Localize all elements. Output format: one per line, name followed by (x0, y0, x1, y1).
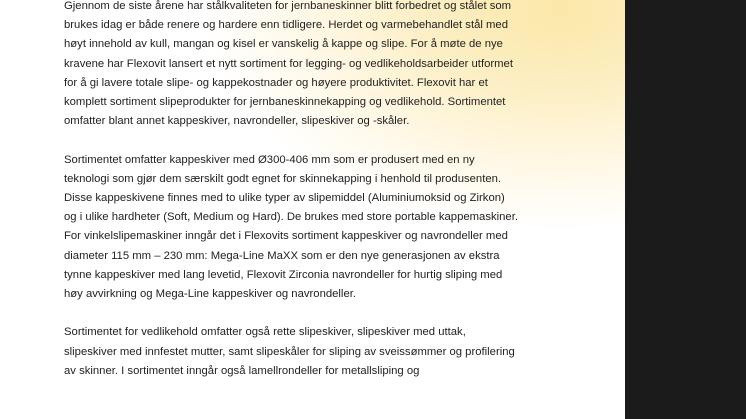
text-line: av skinner. I sortimentet inngår også lamellrondeller for metallsliping og (64, 364, 420, 377)
text-line: høyt innehold av kull, mangan og kisel er vanskelig å kappe og slipe. For å møte de nye (64, 38, 503, 51)
dark-side-panel (625, 0, 746, 419)
text-line: kravene har Flexovit lansert et nytt sortiment for legging- og vedlikeholdsarbeider utformet (64, 57, 513, 70)
text-line: Disse kappeskivene finnes med to ulike typer av slipemiddel (Aluminiumoksid og Zirkon) (64, 192, 505, 205)
text-line: komplett sortiment slipeprodukter for jernbaneskinnekapping og vedlikehold. Sortimentet (64, 96, 506, 109)
text-line: Sortimentet for vedlikehold omfatter også rette slipeskiver, slipeskiver med uttak, (64, 326, 466, 339)
text-line: teknologi som gjør dem særskilt godt egnet for skinnekapping i henhold til produsenten. (64, 172, 502, 185)
text-line: diameter 115 mm – 230 mm: Mega-Line MaXX som er den nye generasjonen av ekstra (64, 249, 500, 262)
text-line: For vinkelslipemaskiner inngår det i Flexovits sortiment kappeskiver og navrondeller med (64, 230, 508, 243)
text-line: tynne kappeskiver med lang levetid, Flexovit Zirconia navrondeller for hurtig sliping med (64, 268, 503, 281)
paragraph-1 (64, 0, 604, 131)
text-line: Gjennom de siste årene har stålkvaliteten for jernbaneskinner blitt forbedret og stålet som (64, 0, 512, 12)
text-line: Sortimentet omfatter kappeskiver med Ø300-406 mm som er produsert med en ny (64, 153, 475, 166)
paragraph-2 (64, 151, 604, 305)
text-line: for å gi lavere totale slipe- og kappekostnader og høyere produktivitet. Flexovit har et (64, 76, 488, 89)
text-line: omfatter blant annet kappeskiver, navrondeller, slipeskiver og -skåler. (64, 115, 410, 128)
text-line: slipeskiver med innfestet mutter, samt slipeskåler for sliping av sveissømmer og profilering (64, 345, 515, 358)
text-line: brukes idag er både renere og hardere enn tidligere. Herdet og varmebehandlet stål med (64, 19, 508, 32)
paragraph-3 (64, 323, 604, 381)
article-body (64, 0, 604, 400)
text-line: og i ulike hardheter (Soft, Medium og Hard). De brukes med store portable kappemaskiner. (64, 211, 518, 224)
text-line: høy avvirkning og Mega-Line kappeskiver og navrondeller. (64, 288, 356, 301)
